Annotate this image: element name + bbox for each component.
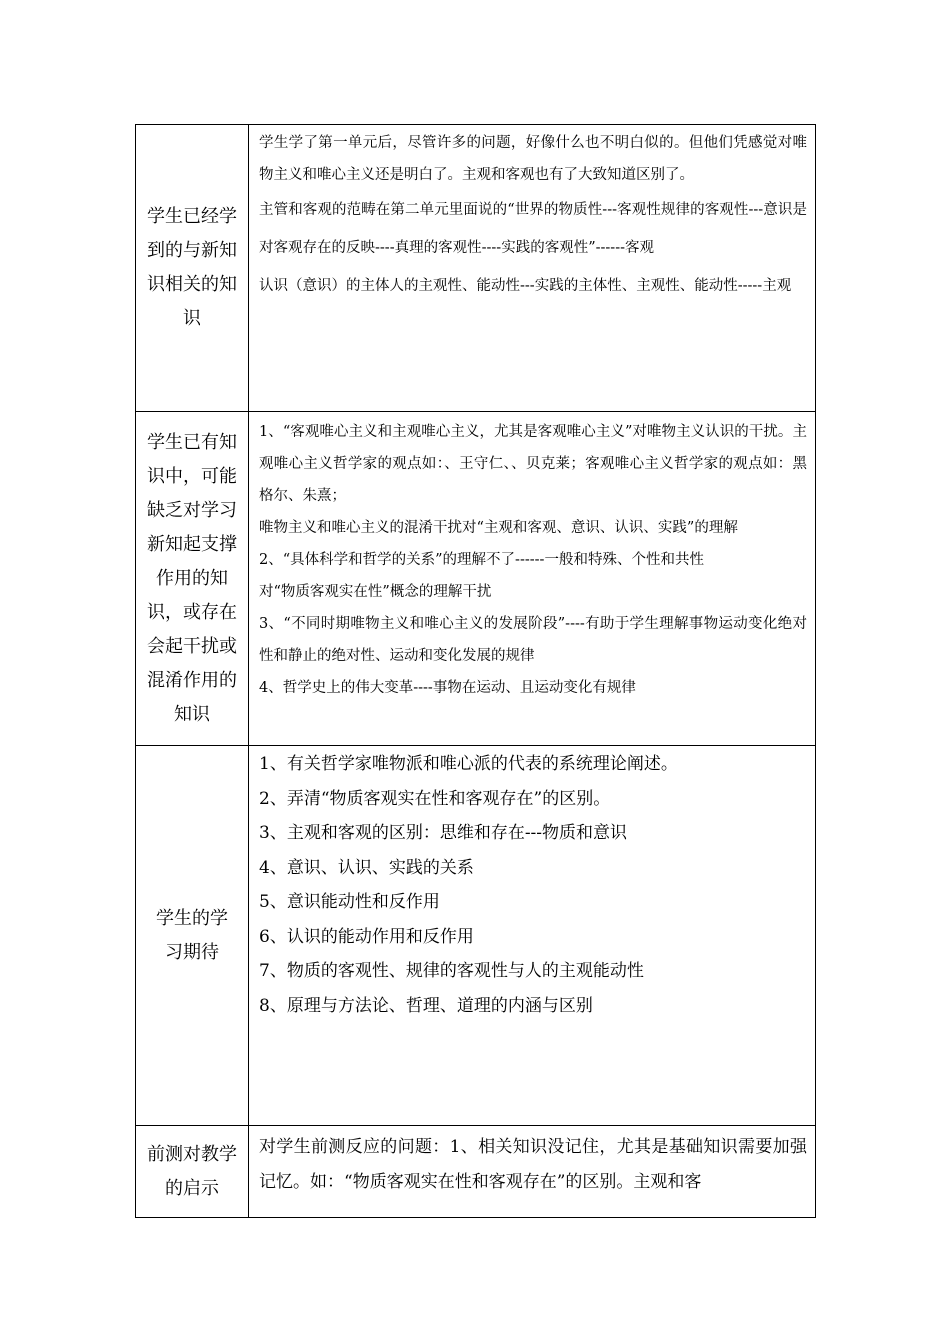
row-content-cell — [249, 746, 816, 1126]
paragraph: 对“物质客观实在性”概念的理解干扰 — [259, 584, 492, 600]
paragraph: 4、意识、认识、实践的关系 — [259, 857, 474, 878]
table-row — [136, 746, 816, 1126]
row-label-cell — [136, 746, 249, 1126]
paragraph: 1、“客观唯心主义和主观唯心主义，尤其是客观唯心主义”对唯物主义认识的干扰。主观唯心主义哲学家的观点如：、王守仁、、贝克莱；客观唯心主义哲学家的观点如：黑格尔、朱熹； — [259, 424, 807, 504]
table-row — [136, 1126, 816, 1218]
paragraph: 2、弄清“物质客观实在性和客观存在”的区别。 — [259, 788, 611, 809]
paragraph: 3、主观和客观的区别：思维和存在---物质和意识 — [259, 823, 628, 843]
row-content — [249, 412, 815, 704]
table-row — [136, 412, 816, 746]
paragraph: 认识（意识）的主体人的主观性、能动性---实践的主体性、主观性、能动性-----主观 — [259, 278, 792, 294]
row-content — [249, 746, 815, 1023]
row-label: 学生的学习期待 — [156, 907, 228, 963]
row-content-cell — [249, 1126, 816, 1218]
row-content — [249, 1126, 815, 1199]
row-label: 学生已有知识中，可能缺乏对学习新知起支撑作用的知识，或存在会起干扰或混淆作用的知识 — [147, 431, 237, 725]
row-label-cell — [136, 125, 249, 412]
row-label: 前测对教学的启示 — [147, 1143, 237, 1199]
paragraph: 4、哲学史上的伟大变革----事物在运动、且运动变化有规律 — [259, 680, 636, 696]
table-row — [136, 125, 816, 412]
paragraph: 学生学了第一单元后，尽管许多的问题，好像什么也不明白似的。但他们凭感觉对唯物主义和唯心主义还是明白了。主观和客观也有了大致知道区别了。 — [259, 135, 807, 183]
row-label-cell — [136, 412, 249, 746]
paragraph: 5、意识能动性和反作用 — [259, 892, 440, 912]
row-label: 学生已经学到的与新知识相关的知识 — [147, 206, 237, 329]
paragraph: 6、认识的能动作用和反作用 — [259, 926, 474, 947]
paragraph: 8、原理与方法论、哲理、道理的内涵与区别 — [259, 995, 593, 1016]
row-content-cell — [249, 125, 816, 412]
paragraph: 对学生前测反应的问题：1、相关知识没记住，尤其是基础知识需要加强记忆。如：“物质客观实在性和客观存在”的区别。主观和客 — [259, 1137, 807, 1192]
row-content — [249, 125, 815, 305]
paragraph: 唯物主义和唯心主义的混淆干扰对“主观和客观、意识、认识、实践”的理解 — [259, 520, 738, 536]
paragraph: 2、“具体科学和哲学的关系”的理解不了------一般和特殊、个性和共性 — [259, 552, 704, 568]
paragraph: 7、物质的客观性、规律的客观性与人的主观能动性 — [259, 961, 644, 981]
row-content-cell — [249, 412, 816, 746]
row-label-cell — [136, 1126, 249, 1218]
paragraph: 1、有关哲学家唯物派和唯心派的代表的系统理论阐述。 — [259, 754, 678, 774]
analysis-table — [135, 124, 816, 1218]
paragraph: 主管和客观的范畴在第二单元里面说的“世界的物质性---客观性规律的客观性---意识是对客观存在的反映----真理的客观性----实践的客观性”------客观 — [259, 202, 807, 256]
paragraph: 3、“不同时期唯物主义和唯心主义的发展阶段”----有助于学生理解事物运动变化绝对性和静止的绝对性、运动和变化发展的规律 — [259, 616, 807, 664]
